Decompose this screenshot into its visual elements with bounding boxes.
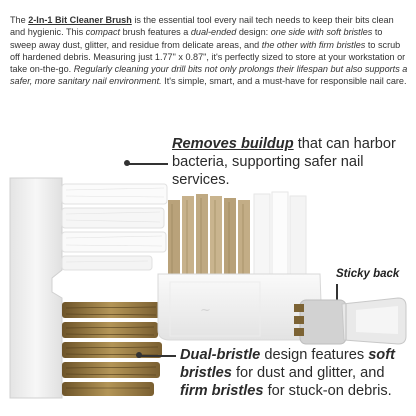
sticky-back-label: Sticky back bbox=[336, 268, 400, 280]
callout-bottom-leader-line bbox=[140, 355, 176, 357]
firm-bristles bbox=[62, 302, 162, 396]
callout-bottom-leader-dot bbox=[136, 352, 142, 358]
callout-dual-bristle: Dual-bristle design features soft bristles for dust and glitter, and firm bristles for stuck-on debris. bbox=[180, 347, 395, 399]
callout-leader-dot bbox=[124, 160, 130, 166]
front-soft-bristles bbox=[254, 192, 306, 274]
product-name: 2-In-1 Bit Cleaner Brush bbox=[28, 15, 132, 25]
callout-removes-buildup: Removes buildup that can harbor bacteria, supporting safer nail services. bbox=[172, 136, 396, 188]
brush-side-view-image bbox=[0, 150, 170, 410]
callout-leader-line bbox=[128, 163, 168, 165]
product-description: The 2-In-1 Bit Cleaner Brush is the essential tool every nail tech needs to keep their bits clean and hygienic. This compact brush features a dual-ended design: one side with soft bristles to sweep away dust, glitter, and residue from delicate areas, and the other with firm bristles to scrub off hardened debris. Measuring just 1.77" x 0.87", it's perfectly sized to store at your workstation or take on-the-go. Regularly cleaning your drill bits not only prolongs their lifespan but also supports a safer, more sanitary nail environment. It's simple, smart, and a must-have for responsible nail care. bbox=[10, 15, 408, 87]
front-firm-bristles bbox=[168, 194, 250, 274]
embossed-logo: ~ bbox=[200, 303, 211, 318]
